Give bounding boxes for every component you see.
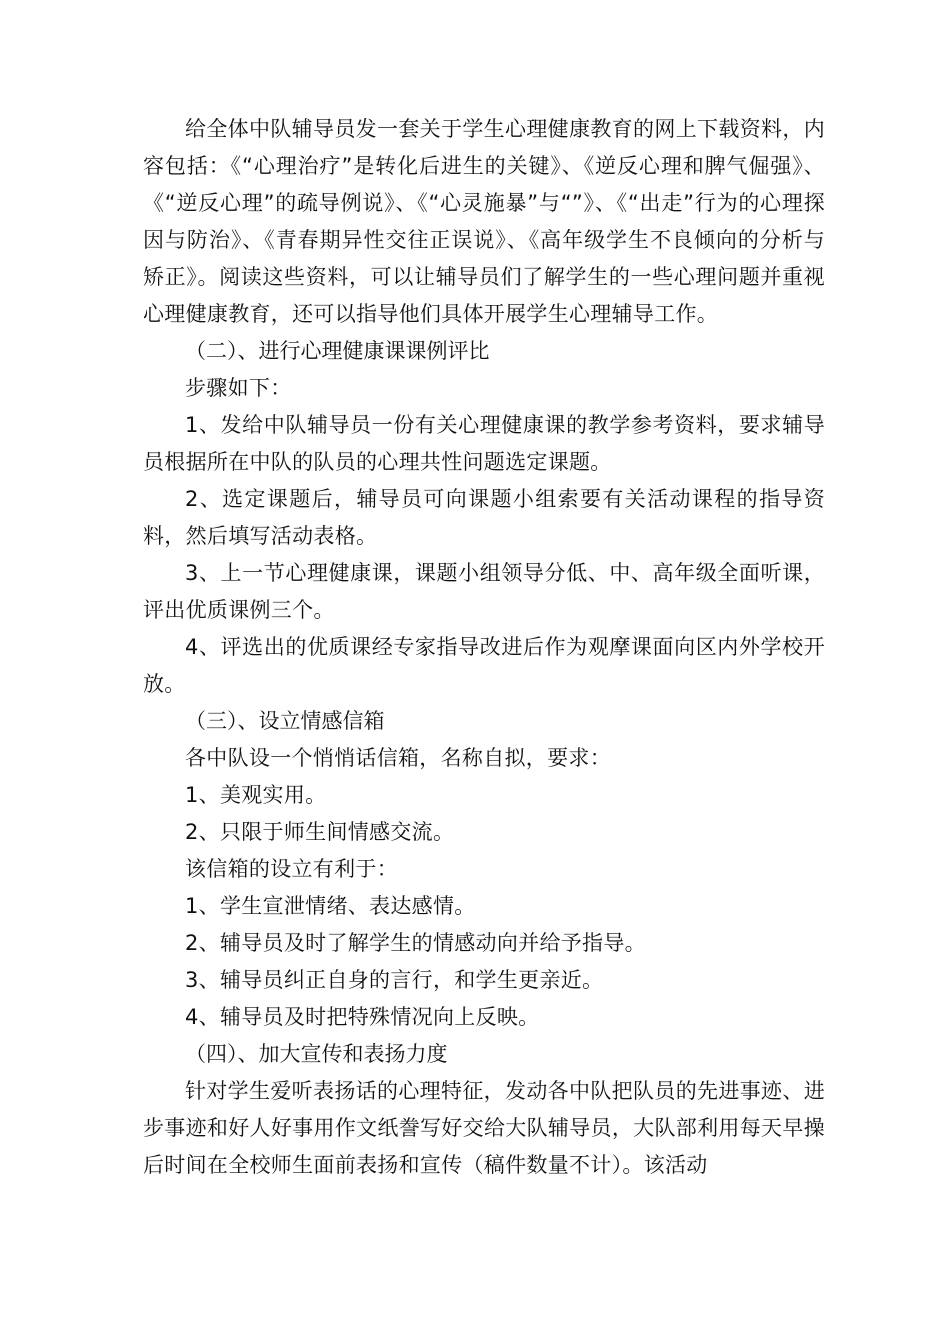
paragraph-step-2: 2、选定课题后，辅导员可向课题小组索要有关活动课程的指导资料，然后填写活动表格。 xyxy=(143,487,825,548)
section-heading-4: （四）、加大宣传和表扬力度 xyxy=(185,1042,448,1066)
paragraph-benefits-intro: 该信箱的设立有利于： xyxy=(185,857,398,881)
paragraph-steps-intro: 步骤如下： xyxy=(185,376,292,400)
paragraph-praise: 针对学生爱听表扬话的心理特征，发动各中队把队员的先进事迹、进步事迹和好人好事用作文纸誊写好交给大队辅导员，大队部利用每天早操后时间在全校师生面前表扬和宣传（稿件数量不计）。该活动 xyxy=(143,1079,825,1177)
paragraph-requirement-1: 1、美观实用。 xyxy=(185,783,327,807)
section-heading-2: （二）、进行心理健康课课例评比 xyxy=(185,339,490,363)
paragraph-benefit-2: 2、辅导员及时了解学生的情感动向并给予指导。 xyxy=(185,931,646,955)
section-heading-3: （三）、设立情感信箱 xyxy=(185,709,385,733)
paragraph-benefit-4: 4、辅导员及时把特殊情况向上反映。 xyxy=(185,1005,540,1029)
paragraph-benefit-3: 3、辅导员纠正自身的言行，和学生更亲近。 xyxy=(185,968,604,992)
paragraph-step-3: 3、上一节心理健康课，课题小组领导分低、中、高年级全面听课，评出优质课例三个。 xyxy=(143,561,825,622)
paragraph-requirement-2: 2、只限于师生间情感交流。 xyxy=(185,820,455,844)
paragraph-step-1: 1、发给中队辅导员一份有关心理健康课的教学参考资料，要求辅导员根据所在中队的队员的心理共性问题选定课题。 xyxy=(143,413,825,474)
paragraph-intro: 给全体中队辅导员发一套关于学生心理健康教育的网上下载资料，内容包括：《“心理治疗”是转化后进生的关键》、《逆反心理和脾气倔强》、《“逆反心理”的疏导例说》、《“心灵施暴”与“”》、《“出走”行为的心理探因与防治》、《青春期异性交往正误说》、《高年级学生不良倾向的分析与矫正》。阅读这些资料，可以让辅导员们了解学生的一些心理问题并重视心理健康教育，还可以指导他们具体开展学生心理辅导工作。 xyxy=(143,117,825,326)
paragraph-step-4: 4、评选出的优质课经专家指导改进后作为观摩课面向区内外学校开放。 xyxy=(143,635,825,696)
paragraph-benefit-1: 1、学生宣泄情绪、表达感情。 xyxy=(185,894,476,918)
document-body xyxy=(143,111,825,1184)
paragraph-mailbox-intro: 各中队设一个悄悄话信箱，名称自拟，要求： xyxy=(185,746,611,770)
